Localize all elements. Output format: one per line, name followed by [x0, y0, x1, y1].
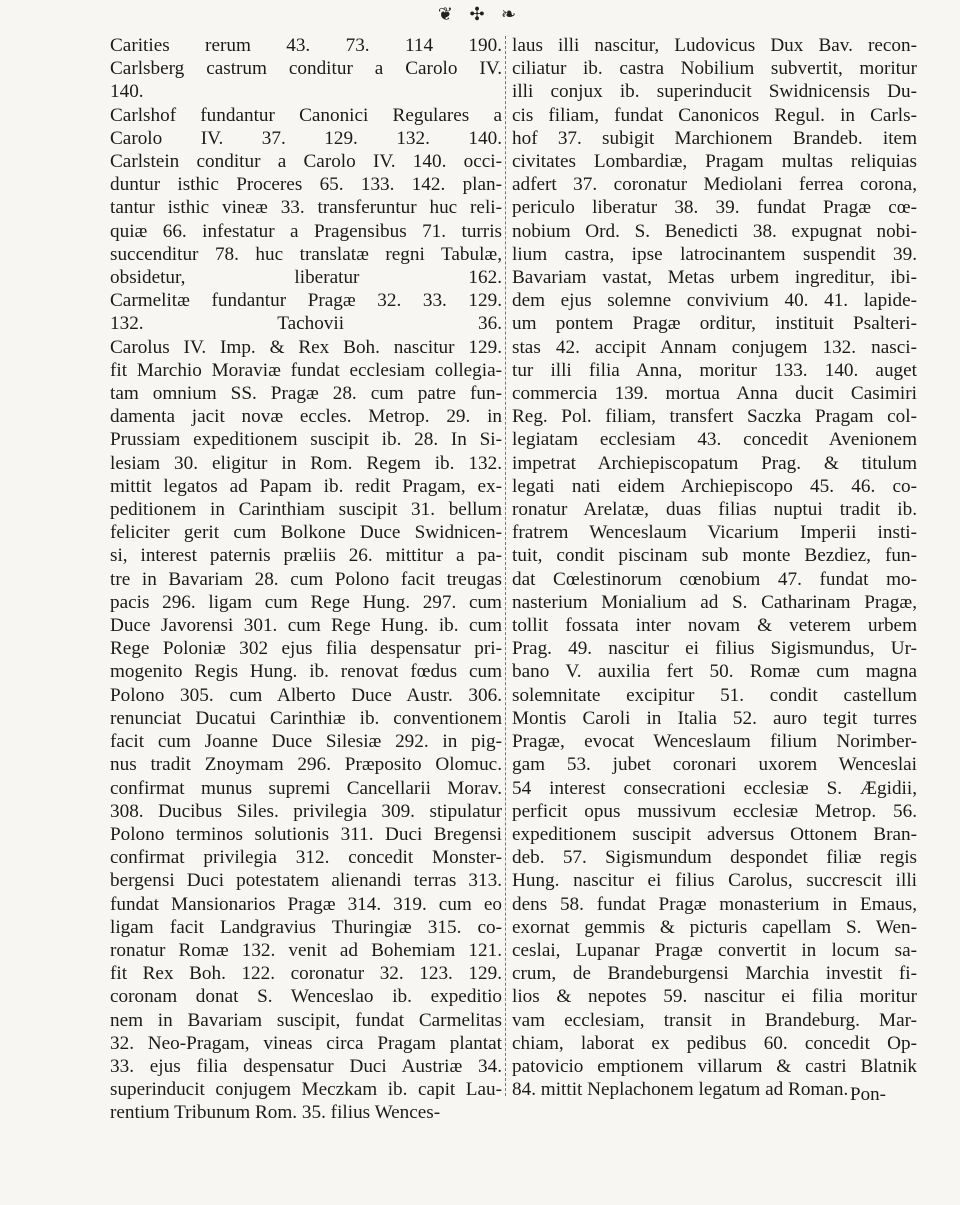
- text-line: Carolo IV. 37. 129. 132. 140.: [110, 127, 502, 149]
- text-line: gam 53. jubet coronari uxorem Wenceslai: [512, 754, 917, 776]
- text-line: hof 37. subigit Marchionem Brandeb. item: [512, 127, 917, 149]
- text-line: fit Rex Boh. 122. coronatur 32. 123. 129.: [110, 963, 502, 985]
- text-line: confirmat munus supremi Cancellarii Morav.: [110, 777, 502, 799]
- text-line: succenditur 78. huc translatæ regni Tabulæ,: [110, 243, 502, 265]
- text-line: tre in Bavariam 28. cum Polono facit treugas: [110, 568, 502, 590]
- text-line: vam ecclesiam, transit in Brandeburg. Mar-: [512, 1009, 917, 1031]
- text-line: Carmelitæ fundantur Pragæ 32. 33. 129.: [110, 290, 502, 312]
- text-line: confirmat privilegia 312. concedit Monster-: [110, 847, 502, 869]
- text-line: tur illi filia Anna, moritur 133. 140. auget: [512, 359, 917, 381]
- text-line: Carities rerum 43. 73. 114 190.: [110, 35, 502, 56]
- text-line: tuit, condit piscinam sub monte Bezdiez, fun-: [512, 545, 917, 567]
- text-line: Carlstein conditur a Carolo IV. 140. occi-: [110, 151, 502, 173]
- text-line: 32. Neo-Pragam, vineas circa Pragam plantat: [110, 1032, 502, 1054]
- column-divider: [505, 36, 507, 1096]
- text-line: Prussiam expeditionem suscipit ib. 28. In Si-: [110, 429, 502, 451]
- text-line: 308. Ducibus Siles. privilegia 309. stipulatur: [110, 800, 502, 822]
- text-line: perficit opus mussivum ecclesiæ Metrop. 56.: [512, 800, 917, 822]
- text-line: chiam, laborat ex pedibus 60. concedit Op-: [512, 1032, 917, 1054]
- text-line: damenta jacit novæ eccles. Metrop. 29. in: [110, 406, 502, 428]
- text-line: nobium Ord. S. Benedicti 38. expugnat nobi-: [512, 220, 917, 242]
- text-line: tantur isthic vineæ 33. transferuntur huc reli-: [110, 197, 502, 219]
- text-line: impetrat Archiepiscopatum Prag. & titulum: [512, 452, 917, 474]
- text-line: dens 58. fundat Pragæ monasterium in Emaus,: [512, 893, 917, 915]
- text-line: Hung. nascitur ei filius Carolus, succrescit illi: [512, 870, 917, 892]
- text-line: Duce Javorensi 301. cum Rege Hung. ib. cum: [110, 615, 502, 637]
- header-ornament: ❦ ✣ ❧: [437, 4, 523, 24]
- text-line: obsidetur, liberatur 162.: [110, 267, 502, 289]
- text-line: Carolus IV. Imp. & Rex Boh. nascitur 129.: [110, 336, 502, 358]
- text-line: legiatam ecclesiam 43. concedit Avenionem: [512, 429, 917, 451]
- text-line: adfert 37. coronatur Mediolani ferrea corona,: [512, 174, 917, 196]
- text-line: tollit fossata inter novam & veterem urbem: [512, 615, 917, 637]
- text-line: peditionem in Carinthiam suscipit 31. bellum: [110, 499, 502, 521]
- text-line: bergensi Duci potestatem alienandi terras 313.: [110, 870, 502, 892]
- text-line: mogenito Regis Hung. ib. renovat fœdus cum: [110, 661, 502, 683]
- text-line: feliciter gerit cum Bolkone Duce Swidnicen-: [110, 522, 502, 544]
- text-line: ronatur Romæ 132. venit ad Bohemiam 121.: [110, 939, 502, 961]
- text-line: nasterium Monialium ad S. Catharinam Pragæ,: [512, 591, 917, 613]
- text-line: Polono 305. cum Alberto Duce Austr. 306.: [110, 684, 502, 706]
- text-line: superinducit conjugem Meczkam ib. capit Lau-: [110, 1079, 502, 1101]
- text-line: Montis Caroli in Italia 52. auro tegit turres: [512, 707, 917, 729]
- text-line: deb. 57. Sigismundum despondet filiæ regis: [512, 847, 917, 869]
- text-line: dem ejus solemne convivium 40. 41. lapide-: [512, 290, 917, 312]
- text-line: 140.: [110, 81, 144, 103]
- text-line: Carlsberg castrum conditur a Carolo IV.: [110, 58, 502, 80]
- text-line: um pontem Pragæ orditur, instituit Psalteri-: [512, 313, 917, 335]
- text-line: fundat Mansionarios Pragæ 314. 319. cum eo: [110, 893, 502, 915]
- text-line: renunciat Ducatui Carinthiæ ib. conventionem: [110, 707, 502, 729]
- text-line: expeditionem suscipit adversus Ottonem Bran-: [512, 823, 917, 845]
- text-line: Carlshof fundantur Canonici Regulares a: [110, 104, 502, 126]
- text-line: si, interest paternis præliis 26. mittitur a pa-: [110, 545, 502, 567]
- text-line: quiæ 66. infestatur a Pragensibus 71. turris: [110, 220, 502, 242]
- catchword: Pon-: [850, 1084, 886, 1105]
- text-line: fratrem Wenceslaum Vicarium Imperii insti-: [512, 522, 917, 544]
- text-line: rentium Tribunum Rom. 35. filius Wences-: [110, 1102, 441, 1124]
- text-line: Pragæ, evocat Wenceslaum filium Norimber-: [512, 731, 917, 753]
- text-line: 33. ejus filia despensatur Duci Austriæ 34.: [110, 1055, 502, 1077]
- text-line: periculo liberatur 38. 39. fundat Pragæ cœ-: [512, 197, 917, 219]
- text-line: lios & nepotes 59. nascitur ei filia moritur: [512, 986, 917, 1008]
- text-line: illi conjux ib. superinducit Swidnicensis Du-: [512, 81, 917, 103]
- text-line: nus tradit Znoymam 296. Præposito Olomuc.: [110, 754, 502, 776]
- text-line: nem in Bavariam suscipit, fundat Carmelitas: [110, 1009, 502, 1031]
- text-line: tam omnium SS. Pragæ 28. cum patre fun-: [110, 383, 502, 405]
- text-line: Rege Poloniæ 302 ejus filia despensatur pri-: [110, 638, 502, 660]
- right-column: [512, 34, 917, 1101]
- text-line: ciliatur ib. castra Nobilium subvertit, moritur: [512, 58, 917, 80]
- text-line: solemnitate excipitur 51. condit castellum: [512, 684, 917, 706]
- text-line: coronam donat S. Wenceslao ib. expeditio: [110, 986, 502, 1008]
- text-line: exornat gemmis & picturis capellam S. Wen-: [512, 916, 917, 938]
- text-line: pacis 296. ligam cum Rege Hung. 297. cum: [110, 591, 502, 613]
- text-line: ronatur Arelatæ, duas filias nuptui tradit ib.: [512, 499, 917, 521]
- text-line: 84. mittit Neplachonem legatum ad Roman.: [512, 1079, 849, 1101]
- text-line: legati nati eidem Archiepiscopo 45. 46. co-: [512, 475, 917, 497]
- text-line: lium castra, ipse latrocinantem suspendit 39.: [512, 243, 917, 265]
- text-line: dat Cœlestinorum cœnobium 47. fundat mo-: [512, 568, 917, 590]
- text-line: Polono terminos solutionis 311. Duci Bregensi: [110, 823, 502, 845]
- text-line: fit Marchio Moraviæ fundat ecclesiam collegia-: [110, 359, 502, 381]
- left-column: [110, 34, 502, 1125]
- text-line: mittit legatos ad Papam ib. redit Pragam, ex-: [110, 475, 502, 497]
- text-line: Reg. Pol. filiam, transfert Saczka Pragam col-: [512, 406, 917, 428]
- text-line: Prag. 49. nascitur ei filius Sigismundus, Ur-: [512, 638, 917, 660]
- text-line: 132. Tachovii 36.: [110, 313, 502, 335]
- text-line: patovicio emptionem villarum & castri Blatnik: [512, 1055, 917, 1077]
- text-line: duntur isthic Proceres 65. 133. 142. plan-: [110, 174, 502, 196]
- text-line: Bavariam vastat, Metas urbem ingreditur, ibi-: [512, 267, 917, 289]
- text-line: 54 interest consecrationi ecclesiæ S. Ægidii,: [512, 777, 917, 799]
- text-line: bano V. auxilia fert 50. Romæ cum magna: [512, 661, 917, 683]
- text-line: ceslai, Lupanar Pragæ convertit in locum sa-: [512, 939, 917, 961]
- text-line: ligam facit Landgravius Thuringiæ 315. co-: [110, 916, 502, 938]
- text-line: commercia 139. mortua Anna ducit Casimiri: [512, 383, 917, 405]
- text-line: facit cum Joanne Duce Silesiæ 292. in pig-: [110, 731, 502, 753]
- text-line: laus illi nascitur, Ludovicus Dux Bav. recon-: [512, 35, 917, 56]
- text-line: stas 42. accipit Annam conjugem 132. nasci-: [512, 336, 917, 358]
- text-line: lesiam 30. eligitur in Rom. Regem ib. 132.: [110, 452, 502, 474]
- text-line: cis filiam, fundat Canonicos Regul. in Carls-: [512, 104, 917, 126]
- text-line: civitates Lombardiæ, Pragam multas reliquias: [512, 151, 917, 173]
- text-line: crum, de Brandeburgensi Marchia investit fi-: [512, 963, 917, 985]
